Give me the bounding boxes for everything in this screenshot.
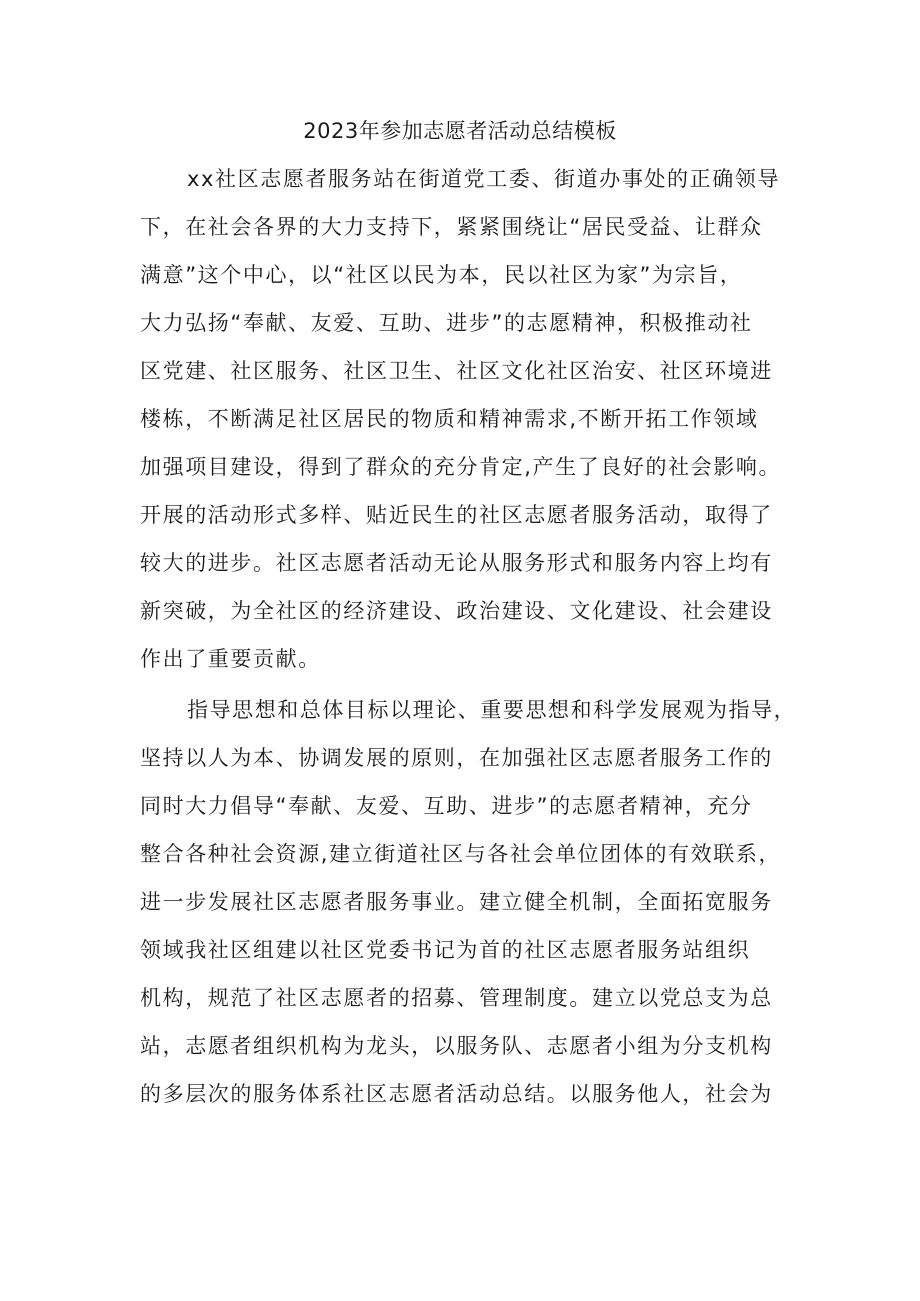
paragraph-2-line: 指导思想和总体目标以理论、重要思想和科学发展观为指导，: [187, 698, 797, 722]
paragraph-2-line: 机构，规范了社区志愿者的招募、管理制度。建立以党总支为总: [140, 986, 773, 1010]
paragraph-2-line: 同时大力倡导“奉献、友爱、互助、进步”的志愿者精神，充分: [140, 794, 753, 818]
paragraph-1-line: 下，在社会各界的大力支持下，紧紧围绕让“居民受益、让群众: [140, 215, 763, 239]
paragraph-2-line: 坚持以人为本、协调发展的原则，在加强社区志愿者服务工作的: [140, 746, 773, 770]
paragraph-1-line: 加强项目建设，得到了群众的充分肯定,产生了良好的社会影响。: [140, 455, 782, 479]
paragraph-2-line: 领域我社区组建以社区党委书记为首的社区志愿者服务站组织: [140, 938, 751, 962]
paragraph-2-line: 进一步发展社区志愿者服务事业。建立健全机制，全面拓宽服务: [140, 890, 773, 914]
document-title: 2023年参加志愿者活动总结模板: [303, 119, 617, 143]
paragraph-2-line: 整合各种社会资源,建立街道社区与各社会单位团体的有效联系，: [140, 842, 782, 866]
paragraph-1-line: 楼栋，不断满足社区居民的物质和精神需求,不断开拓工作领域: [140, 407, 759, 431]
paragraph-2-line: 站，志愿者组织机构为龙头，以服务队、志愿者小组为分支机构: [140, 1034, 773, 1058]
paragraph-1-line: 满意”这个中心，以“社区以民为本，民以社区为家”为宗旨，: [140, 263, 743, 287]
paragraph-1-line: 大力弘扬“奉献、友爱、互助、进步”的志愿精神，积极推动社: [140, 311, 753, 335]
paragraph-1-line: 作出了重要贡献。: [140, 647, 321, 671]
paragraph-1-line: 较大的进步。社区志愿者活动无论从服务形式和服务内容上均有: [140, 551, 773, 575]
paragraph-1-line: 开展的活动形式多样、贴近民生的社区志愿者服务活动，取得了: [140, 503, 773, 527]
paragraph-2-line: 的多层次的服务体系社区志愿者活动总结。以服务他人，社会为: [140, 1082, 773, 1106]
paragraph-1-line: xx社区志愿者服务站在街道党工委、街道办事处的正确领导: [187, 167, 781, 191]
paragraph-1-line: 新突破，为全社区的经济建设、政治建设、文化建设、社会建设: [140, 599, 773, 623]
paragraph-1-line: 区党建、社区服务、社区卫生、社区文化社区治安、社区环境进: [140, 359, 773, 383]
